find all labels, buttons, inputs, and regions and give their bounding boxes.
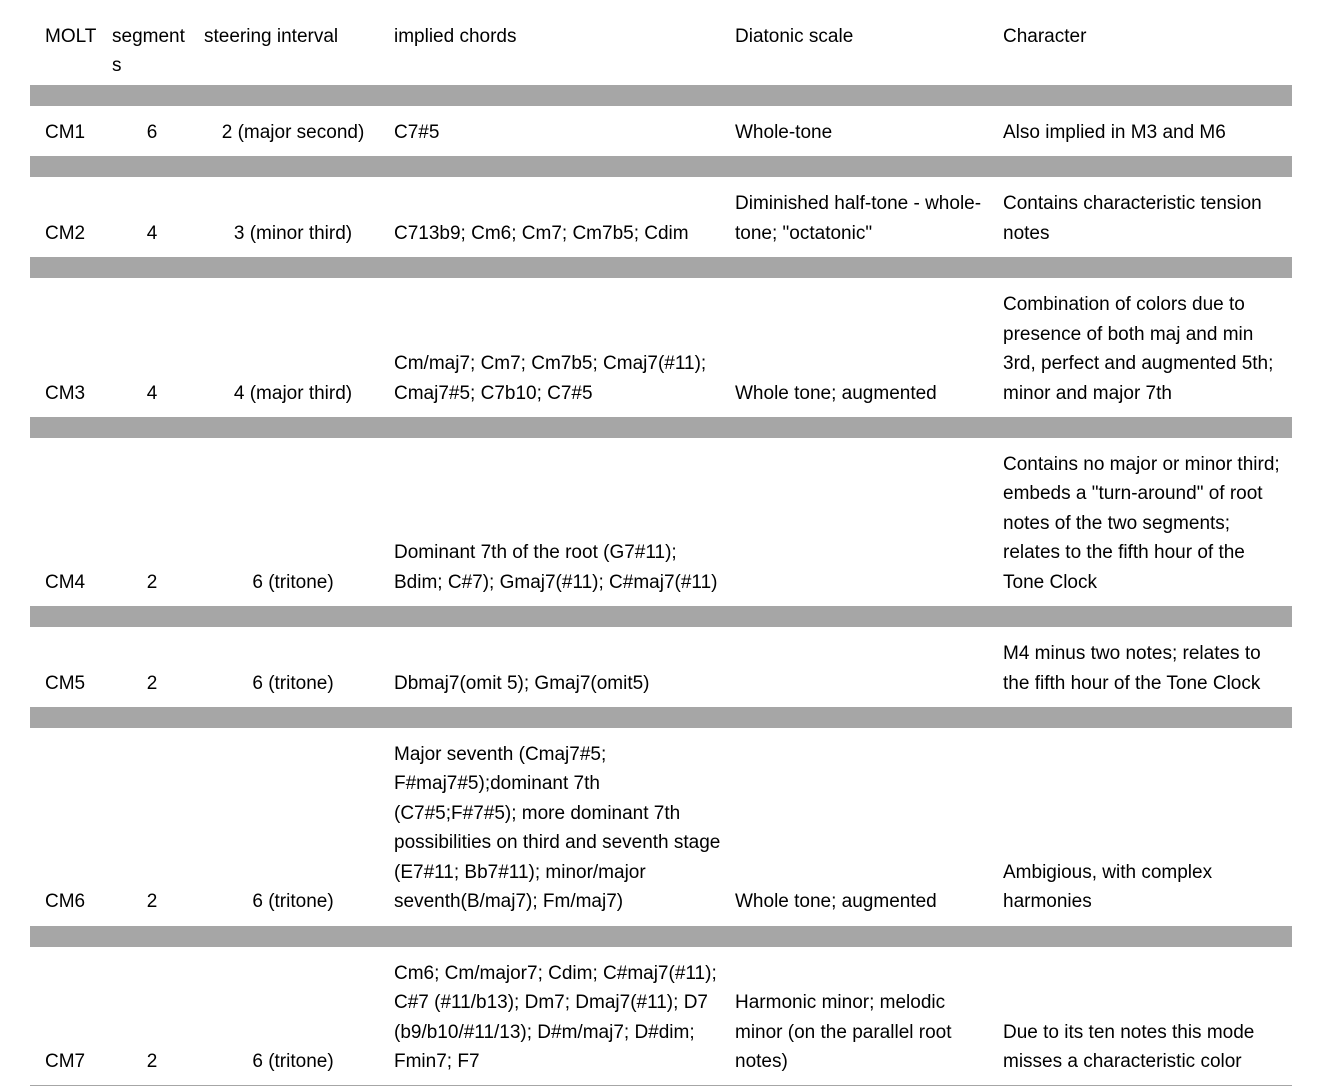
cell-character: Ambigious, with complex harmonies bbox=[1003, 861, 1213, 913]
separator-bar bbox=[30, 257, 1292, 278]
cell-chords: Major seventh (Cmaj7#5; F#maj7#5);dominant 7th (C7#5;F#7#5); more dominant 7th possibilities on third and seventh stage (E7#11; Bb7#11); minor/major seventh(B/maj7); Fm/maj7) bbox=[394, 744, 721, 913]
cell-scale: Whole tone; augmented bbox=[735, 382, 937, 404]
cell-scale: Diminished half-tone - whole-tone; "octatonic" bbox=[735, 193, 982, 244]
cell-segments: 4 bbox=[146, 382, 158, 404]
cell-segments: 2 bbox=[146, 571, 158, 593]
cell-interval: 4 (major third) bbox=[233, 382, 353, 404]
separator-bar bbox=[30, 707, 1292, 728]
cell-scale: Whole-tone bbox=[735, 121, 833, 143]
separator-row bbox=[30, 257, 1292, 278]
header-molt: MOLT bbox=[45, 26, 97, 47]
table-row-cm6 bbox=[30, 728, 1292, 926]
molt-table bbox=[30, 16, 1292, 1086]
separator-row bbox=[30, 85, 1292, 106]
separator-row bbox=[30, 156, 1292, 177]
cell-molt: CM2 bbox=[45, 222, 86, 244]
cell-chords: C713b9; Cm6; Cm7; Cm7b5; Cdim bbox=[394, 222, 689, 244]
cell-molt: CM5 bbox=[45, 672, 86, 694]
cell-character: Combination of colors due to presence of both maj and min 3rd, perfect and augmented 5th; minor and major 7th bbox=[1003, 294, 1274, 404]
cell-molt: CM3 bbox=[45, 382, 86, 404]
table-row-cm1 bbox=[30, 106, 1292, 156]
molt-table-container bbox=[30, 16, 1292, 1086]
header-implied-chords: implied chords bbox=[394, 26, 517, 47]
cell-interval: 6 (tritone) bbox=[252, 571, 334, 593]
header-character: Character bbox=[1003, 26, 1087, 47]
separator-bar bbox=[30, 156, 1292, 177]
cell-scale bbox=[735, 627, 1003, 707]
separator-bar bbox=[30, 926, 1292, 947]
cell-molt: CM7 bbox=[45, 1050, 86, 1072]
table-row-cm7 bbox=[30, 947, 1292, 1086]
cell-character: Also implied in M3 and M6 bbox=[1003, 121, 1226, 143]
separator-row bbox=[30, 417, 1292, 438]
cell-chords: Dominant 7th of the root (G7#11); Bdim; C#7); Gmaj7(#11); C#maj7(#11) bbox=[394, 542, 718, 593]
cell-scale: Harmonic minor; melodic minor (on the parallel root notes) bbox=[735, 992, 952, 1072]
separator-bar bbox=[30, 85, 1292, 106]
table-row-cm5 bbox=[30, 627, 1292, 707]
cell-character: M4 minus two notes; relates to the fifth hour of the Tone Clock bbox=[1003, 643, 1261, 694]
cell-segments: 4 bbox=[146, 222, 158, 244]
cell-interval: 2 (major second) bbox=[221, 121, 365, 143]
cell-chords: Cm/maj7; Cm7; Cm7b5; Cmaj7(#11); Cmaj7#5; C7b10; C7#5 bbox=[394, 353, 707, 404]
cell-segments: 2 bbox=[146, 891, 158, 913]
cell-chords: Cm6; Cm/major7; Cdim; C#maj7(#11); C#7 (#11/b13); Dm7; Dmaj7(#11); D7 (b9/b10/#11/13); D#m/maj7; D#dim; Fmin7; F7 bbox=[394, 962, 717, 1072]
separator-row bbox=[30, 606, 1292, 627]
cell-character: Due to its ten notes this mode misses a characteristic color bbox=[1003, 1021, 1255, 1072]
cell-molt: CM6 bbox=[45, 891, 86, 913]
cell-chords: C7#5 bbox=[394, 121, 440, 143]
cell-character: Contains characteristic tension notes bbox=[1003, 193, 1262, 244]
header-steering-interval: steering interval bbox=[204, 26, 339, 47]
cell-interval: 6 (tritone) bbox=[252, 891, 334, 913]
cell-interval: 3 (minor third) bbox=[233, 222, 353, 244]
table-header-row bbox=[30, 16, 1292, 85]
cell-segments: 2 bbox=[146, 1050, 158, 1072]
cell-chords: Dbmaj7(omit 5); Gmaj7(omit5) bbox=[394, 672, 650, 694]
table-row-cm3 bbox=[30, 278, 1292, 417]
cell-interval: 6 (tritone) bbox=[252, 1050, 334, 1072]
separator-bar bbox=[30, 417, 1292, 438]
separator-bar bbox=[30, 606, 1292, 627]
cell-scale: Whole tone; augmented bbox=[735, 891, 937, 913]
table-row-cm4 bbox=[30, 438, 1292, 606]
header-segments: segments bbox=[112, 26, 185, 77]
table-row-cm2 bbox=[30, 177, 1292, 257]
separator-row bbox=[30, 926, 1292, 947]
cell-molt: CM4 bbox=[45, 571, 86, 593]
cell-character: Contains no major or minor third; embeds a "turn-around" of root notes of the two segments; relates to the fifth hour of the Tone Clock bbox=[1003, 453, 1280, 593]
cell-molt: CM1 bbox=[45, 121, 86, 143]
cell-segments: 2 bbox=[146, 672, 158, 694]
cell-interval: 6 (tritone) bbox=[252, 672, 334, 694]
cell-segments: 6 bbox=[146, 121, 158, 143]
header-diatonic-scale: Diatonic scale bbox=[735, 26, 854, 47]
cell-scale bbox=[735, 438, 1003, 606]
separator-row bbox=[30, 707, 1292, 728]
